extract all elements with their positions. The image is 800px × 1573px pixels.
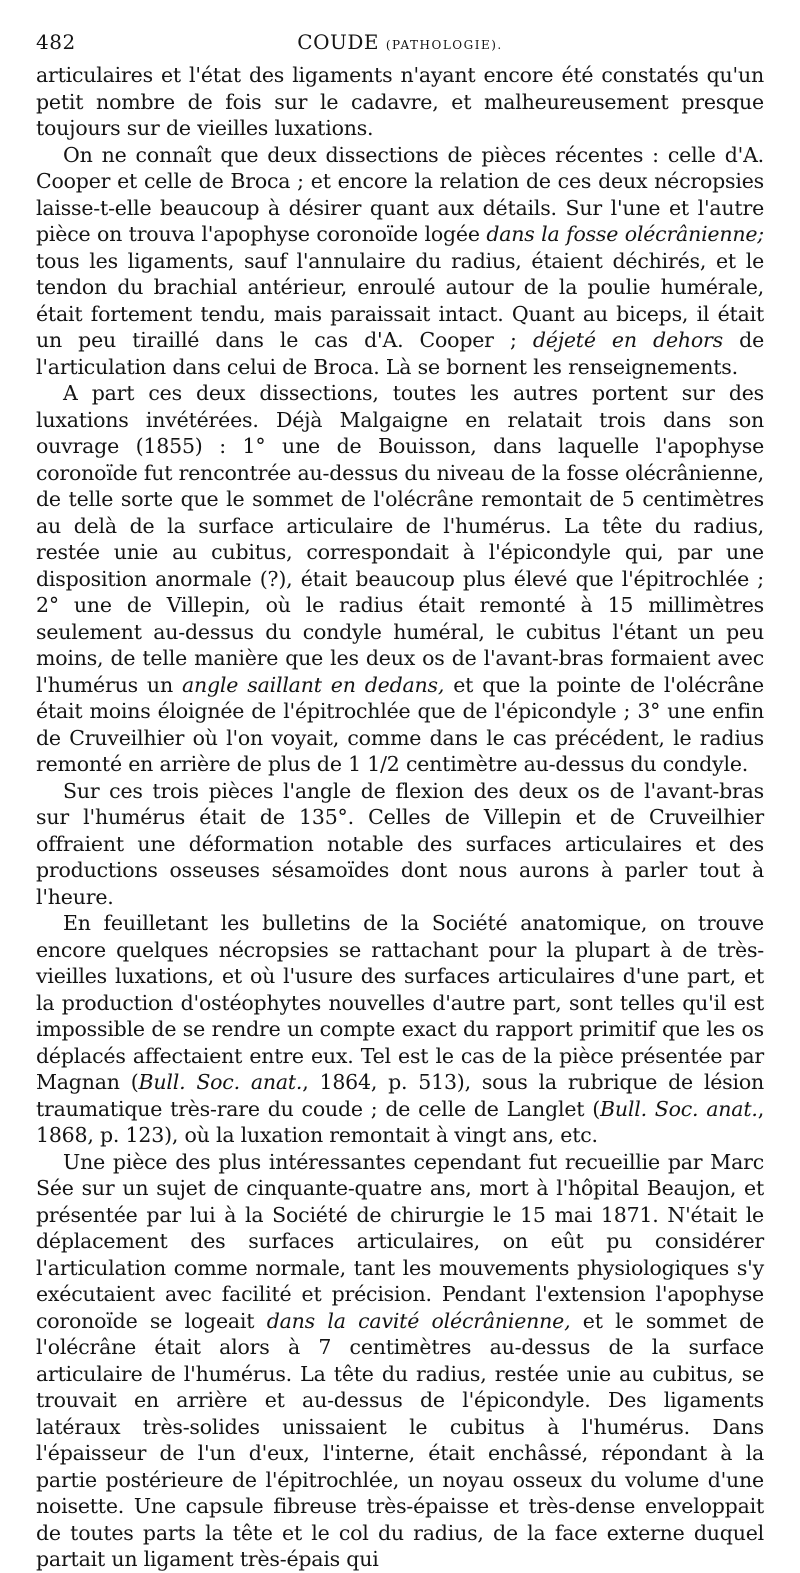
text-run: On ne connaît que deux dissections de pièces récentes : celle d'A. Cooper et celle de Broca ; et encore la relation de ces deux nécropsies laisse-t-elle beaucoup à désirer quant aux détails. Sur l'une et l'autre pièce on trouva l'apophyse coronoïde logée [36,142,764,246]
running-title-sub: (PATHOLOGIE). [385,38,503,52]
italic-text: Bull. Soc. anat. [600,1096,758,1121]
paragraph [36,62,764,142]
text-run: Sur ces trois pièces l'angle de flexion des deux os de l'avant-bras sur l'humérus était de 135°. Celles de Villepin et de Cruveilhier offraient une déformation notable des surfaces articulaires et des productions osseuses sésamoïdes dont nous aurons à parler tout à l'heure. [36,778,764,909]
text-run: En feuilletant les bulletins de la Société anatomique, on trouve encore quelques nécropsies se rattachant pour la plupart à de très-vieilles luxations, et où l'usure des surfaces articulaires d'une part, et la production d'ostéophytes nouvelles d'autre part, sont telles qu'il est impossible de se rendre un compte exact du rapport primitif que les os déplacés affectaient entre eux. Tel est le cas de la pièce présentée par Magnan ( [36,911,764,1094]
paragraph [36,1149,764,1573]
paragraph [36,778,764,911]
text-run: , 1868, p. 123), où la luxation remontait à vingt ans, etc. [36,1096,765,1147]
text-run: tous les ligaments, sauf l'annulaire du radius, étaient déchirés, et le tendon du brachial antérieur, enroulé autour de la poulie humérale, était fortement tendu, mais paraissait intact. Quant au biceps, il était un peu tiraillé dans le cas d'A. Cooper ; [36,248,764,352]
body-text [36,62,764,1573]
running-title-main: COUDE [297,30,379,54]
paragraph [36,380,764,778]
paragraph [36,910,764,1149]
italic-text: dans la cavité olécrânienne, [266,1308,571,1333]
page-number: 482 [36,30,76,54]
text-run: , 1864, p. 513), sous la rubrique de lésion traumatique très-rare du coude ; de celle de Langlet ( [36,1070,764,1121]
text-run: A part ces deux dissections, toutes les autres portent sur des luxations invétérées. Déjà Malgaigne en relatait trois dans son ouvrage (1855) : 1° une de Bouisson, dans laquelle l'apophyse coronoïde fut rencontrée au-dessus du niveau de la fosse olécrânienne, de telle sorte que le sommet de l'olécrâne remontait de 5 centimètres au delà de la surface articulaire de l'humérus. La tête du radius, restée unie au cubitus, correspondait à l'épicondyle qui, par une disposition anormale (?), était beaucoup plus élevé que l'épitrochlée ; 2° une de Villepin, où le radius était remonté à 15 millimètres seulement au-dessus du condyle huméral, le cubitus l'étant un peu moins, de telle manière que les deux os de l'avant-bras formaient avec l'humérus un [36,381,764,697]
text-run: articulaires et l'état des ligaments n'ayant encore été constatés qu'un petit nombre de fois sur le cadavre, et malheureusement presque toujours sur de vieilles luxations. [36,63,764,140]
italic-text: angle saillant en dedans, [181,672,445,697]
text-run: de l'articulation dans celui de Broca. Là se bornent les renseignements. [36,328,764,379]
text-run: et que la pointe de l'olécrâne était moins éloignée de l'épitrochlée que de l'épicondyle ; 3° une enfin de Cruveilhier où l'on voyait, comme dans le cas précédent, le radius remonté en arrière de plus de 1 1/2 centimètre au-dessus du condyle. [36,672,764,776]
text-run: Une pièce des plus intéressantes cependant fut recueillie par Marc Sée sur un sujet de cinquante-quatre ans, mort à l'hôpital Beaujon, et présentée par lui à la Société de chirurgie le 15 mai 1871. N'était le déplacement des surfaces articulaires, on eût pu considérer l'articulation comme normale, tant les mouvements physiologiques s'y exécutaient avec facilité et précision. Pendant l'extension l'apophyse coronoïde se logeait [36,1149,764,1333]
italic-text: Bull. Soc. anat. [138,1070,303,1094]
running-title [36,30,764,54]
italic-text: dans la fosse olécrânienne; [486,222,765,246]
text-run: et le sommet de l'olécrâne était alors à 7 centimètres au-dessus de la surface articulaire de l'humérus. La tête du radius, restée unie au cubitus, se trouvait en arrière et au-dessus de l'épicondyle. Des ligaments latéraux très-solides unissaient le cubitus à l'humérus. Dans l'épaisseur de l'un d'eux, l'interne, était enchâssé, répondant à la partie postérieure de l'épitrochlée, un noyau osseux du volume d'une noisette. Une capsule fibreuse très-épaisse et très-dense enveloppait de toutes parts la tête et le col du radius, de la face externe duquel partait un ligament très-épais qui [36,1308,764,1571]
running-header [36,28,764,62]
paragraph [36,142,764,381]
italic-text: déjeté en dehors [532,328,723,352]
